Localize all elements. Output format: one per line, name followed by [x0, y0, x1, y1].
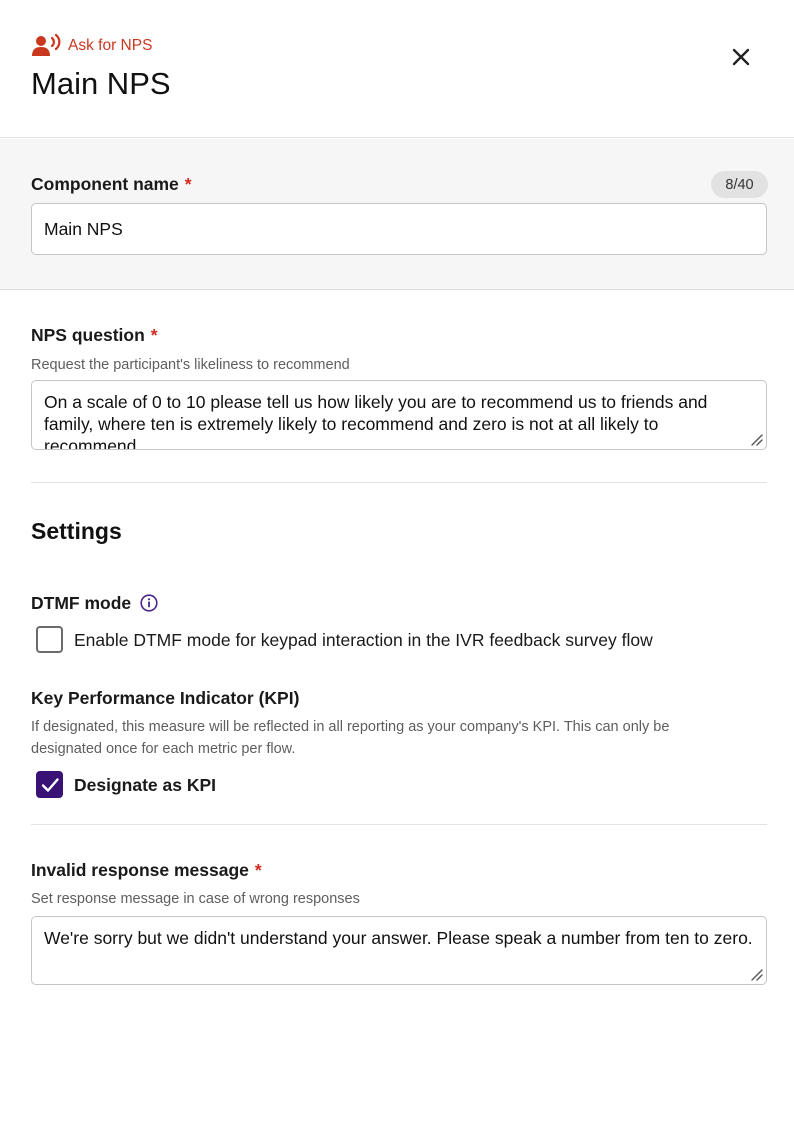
required-mark: * [150, 325, 158, 345]
page-title: Main NPS [31, 66, 171, 101]
close-icon [727, 43, 755, 71]
invalid-response-textarea-box [31, 916, 767, 985]
info-icon[interactable] [140, 594, 158, 612]
kpi-hint-line-1: If designated, this measure will be reflected in all reporting as your company's KPI. This can only be [31, 719, 670, 735]
kpi-checkbox-row[interactable] [36, 771, 216, 798]
nps-question-hint: Request the participant's likeliness to recommend [31, 357, 350, 373]
nps-question-textarea-box [31, 380, 767, 450]
nps-question-label: NPS question * [31, 325, 158, 345]
required-mark: * [254, 860, 262, 880]
close-button[interactable] [727, 43, 755, 71]
invalid-response-label: Invalid response message * [31, 860, 262, 880]
kpi-checkbox[interactable] [36, 771, 63, 798]
panel-header [0, 0, 794, 138]
nps-question-textarea[interactable] [32, 381, 766, 449]
eyebrow-label: Ask for NPS [68, 37, 153, 54]
speaking-person-icon [32, 34, 62, 58]
dtmf-checkbox-label: Enable DTMF mode for keypad interaction in the IVR feedback survey flow [74, 629, 653, 650]
required-mark: * [184, 174, 192, 194]
character-counter: 8/40 [711, 171, 768, 198]
section-divider [31, 824, 767, 825]
kpi-checkbox-label: Designate as KPI [74, 774, 216, 795]
component-type-eyebrow [32, 34, 152, 58]
settings-heading: Settings [31, 518, 122, 544]
invalid-response-hint: Set response message in case of wrong responses [31, 891, 360, 907]
checkmark-icon [40, 775, 60, 795]
component-name-label: Component name * [31, 174, 192, 194]
dtmf-checkbox-row[interactable] [36, 626, 653, 653]
component-name-input[interactable] [31, 203, 767, 255]
kpi-hint-line-2: designated once for each metric per flow. [31, 741, 296, 757]
kpi-label: Key Performance Indicator (KPI) [31, 688, 300, 708]
section-divider [31, 482, 767, 483]
invalid-response-textarea[interactable] [32, 917, 766, 984]
dtmf-mode-label: DTMF mode [31, 593, 132, 613]
dtmf-checkbox[interactable] [36, 626, 63, 653]
